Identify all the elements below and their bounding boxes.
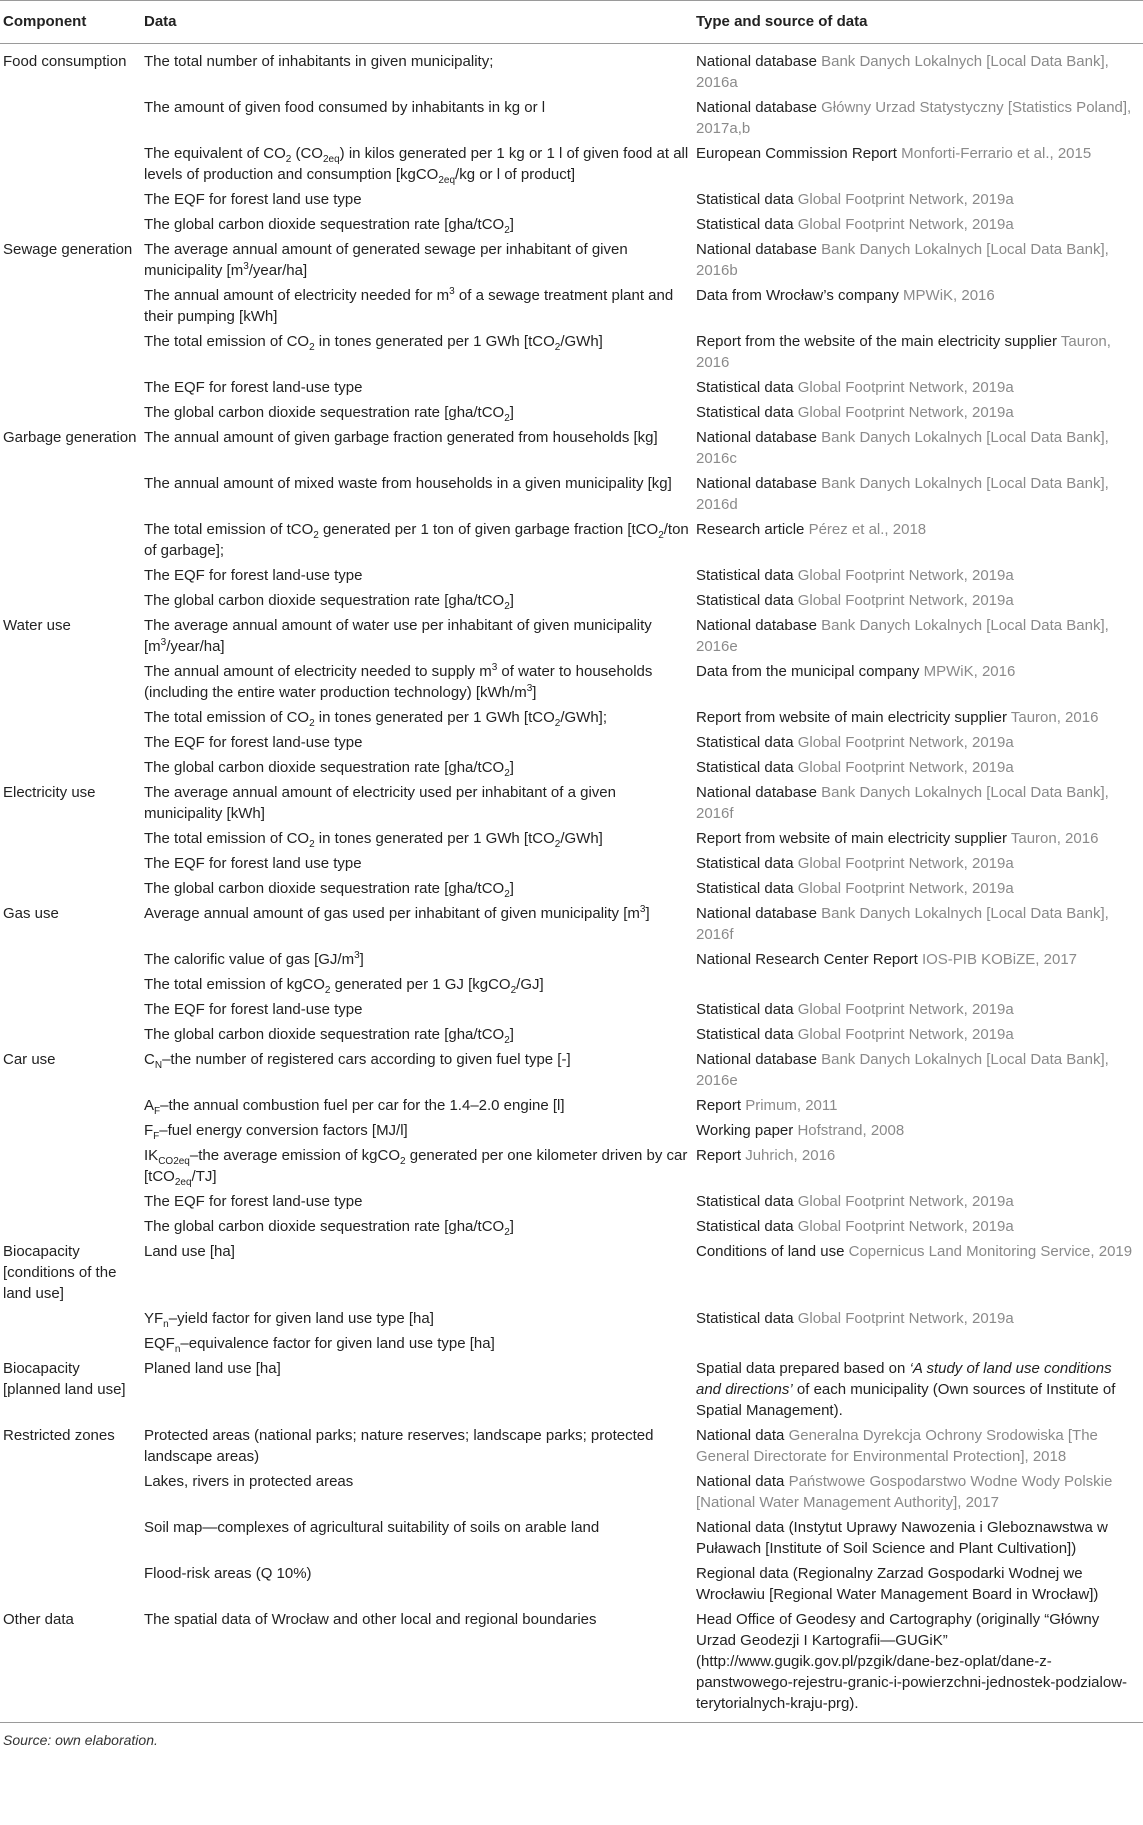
source-cell — [693, 1469, 1143, 1515]
data-cell: $F_F$–fuel energy conversion factors [MJ/l] — [144, 1122, 408, 1142]
data-cell: The total emission of $CO_2$ in tones generated per 1 GWh [tCO$_2$/GWh] — [144, 333, 603, 353]
table-row — [0, 826, 1143, 851]
source-type: National Research Center Report — [696, 951, 918, 968]
table-row — [0, 1239, 1143, 1306]
source-cell — [693, 471, 1143, 517]
component-cell: Other data — [0, 1607, 141, 1723]
data-cell: The total emission of tCO$_2$ generated per 1 ton of given garbage fraction [tCO$_2$/ton of garbage]; — [144, 521, 689, 559]
header-component: Component — [0, 1, 141, 44]
table-row — [0, 1306, 1143, 1331]
source-reference: Tauron, 2016 — [696, 333, 1111, 371]
source-cell — [693, 1306, 1143, 1331]
source-cell — [693, 1607, 1143, 1723]
table-row — [0, 1118, 1143, 1143]
source-cell — [693, 755, 1143, 780]
source-type: Statistical data — [696, 880, 794, 897]
source-reference: Global Footprint Network, 2019a — [797, 1001, 1014, 1018]
source-reference: Global Footprint Network, 2019a — [797, 1310, 1014, 1327]
data-cell: $A_F$–the annual combustion fuel per car for the 1.4–2.0 engine [l] — [144, 1097, 565, 1117]
source-reference: IOS-PIB KOBiZE, 2017 — [921, 951, 1078, 968]
component-cell — [0, 1214, 141, 1239]
table-row — [0, 705, 1143, 730]
source-type: Data from Wrocław’s company — [696, 287, 899, 304]
source-type: National database — [696, 1051, 817, 1068]
source-note: Source: own elaboration. — [3, 1732, 158, 1748]
component-cell — [0, 141, 141, 187]
data-cell: The global carbon dioxide sequestration rate [gha/tCO$_2$] — [144, 1026, 514, 1046]
source-type: Working paper — [696, 1122, 794, 1139]
table-row — [0, 95, 1143, 141]
source-type: Data from the municipal company — [696, 663, 920, 680]
table-row — [0, 44, 1143, 96]
source-type: Statistical data — [696, 592, 794, 609]
source-type: National data — [696, 1427, 785, 1444]
table-row — [0, 851, 1143, 876]
component-cell — [0, 375, 141, 400]
source-cell — [693, 1093, 1143, 1118]
source-type: Research article — [696, 521, 805, 538]
source-cell — [693, 95, 1143, 141]
table-row — [0, 187, 1143, 212]
source-cell — [693, 1515, 1143, 1561]
source-type: Statistical data — [696, 734, 794, 751]
data-cell: The global carbon dioxide sequestration rate [gha/tCO$_2$] — [144, 592, 514, 612]
data-cell: The average annual amount of generated sewage per inhabitant of given municipality $[m^3/year/ha]$ — [144, 241, 628, 279]
table-row — [0, 1143, 1143, 1189]
source-cell — [693, 1022, 1143, 1047]
source-cell — [693, 659, 1143, 705]
component-cell — [0, 705, 141, 730]
source-cell — [693, 730, 1143, 755]
source-reference: Bank Danych Lokalnych [Local Data Bank], 2016f — [696, 905, 1109, 943]
source-cell — [693, 826, 1143, 851]
source-type: Report from website of main electricity supplier — [696, 709, 1007, 726]
data-cell: Protected areas (national parks; nature reserves; landscape parks; protected landscape areas) — [144, 1427, 654, 1465]
data-cell: $YF_n$–yield factor for given land use type [ha] — [144, 1310, 434, 1330]
component-cell — [0, 1469, 141, 1515]
source-reference: Bank Danych Lokalnych [Local Data Bank], 2016b — [696, 241, 1109, 279]
data-cell: $IK_{CO2eq}$–the average emission of kgCO$_2$ generated per one kilometer driven by car [tCO$_{2eq}$/TJ] — [144, 1147, 688, 1188]
table-row — [0, 997, 1143, 1022]
source-reference: Global Footprint Network, 2019a — [797, 880, 1014, 897]
source-type: Head Office of Geodesy and Cartography (originally “Główny Urzad Geodezji I Kartografii—GUGiK” (http://www.gugik.gov.pl/pzgik/dane-bez-oplat/dane-z-panstwowego-rejestru-granic-i-powierzchni-jednostek-podzialow-terytorialnych-kraju-prg). — [696, 1611, 1128, 1712]
table-row — [0, 1561, 1143, 1607]
table-row — [0, 1331, 1143, 1356]
source-type: Spatial data prepared based on ‘A study of land use conditions and directions’ of each municipality (Own sources of Institute of Spatial Management). — [696, 1360, 1116, 1419]
data-cell: The global carbon dioxide sequestration rate [gha/tCO$_2$] — [144, 1218, 514, 1238]
source-cell — [693, 375, 1143, 400]
source-cell — [693, 1143, 1143, 1189]
source-reference: Global Footprint Network, 2019a — [797, 1218, 1014, 1235]
source-reference: Tauron, 2016 — [1010, 830, 1099, 847]
data-cell: Flood-risk areas (Q 10%) — [144, 1565, 312, 1582]
component-cell: Restricted zones — [3, 1427, 115, 1444]
data-cell: The EQF for forest land use type — [144, 191, 362, 208]
source-type: Regional data (Regionalny Zarzad Gospodarki Wodnej we Wrocławiu [Regional Water Management Board in Wrocław]) — [696, 1565, 1099, 1603]
source-reference: Global Footprint Network, 2019a — [797, 734, 1014, 751]
source-reference: Global Footprint Network, 2019a — [797, 1193, 1014, 1210]
table-row — [0, 1607, 1143, 1723]
source-cell — [693, 901, 1143, 947]
component-cell: Biocapacity [planned land use] — [3, 1360, 126, 1398]
component-cell — [0, 1331, 141, 1356]
component-cell — [0, 997, 141, 1022]
source-cell — [693, 1189, 1143, 1214]
table-row — [0, 375, 1143, 400]
table-row — [0, 283, 1143, 329]
data-cell: The amount of given food consumed by inhabitants in kg or l — [144, 99, 546, 116]
source-reference: Generalna Dyrekcja Ochrony Srodowiska [The General Directorate for Environmental Protection], 2018 — [696, 1427, 1098, 1465]
component-cell — [0, 95, 141, 141]
source-reference: Global Footprint Network, 2019a — [797, 404, 1014, 421]
component-cell: Garbage generation — [3, 429, 137, 446]
source-cell — [693, 237, 1143, 283]
source-reference: Primum, 2011 — [745, 1097, 838, 1114]
source-type: National database — [696, 617, 817, 634]
source-type: Statistical data — [696, 191, 794, 208]
data-cell: The EQF for forest land-use type — [144, 567, 363, 584]
source-type: Statistical data — [696, 567, 794, 584]
source-type: National database — [696, 905, 817, 922]
source-cell — [693, 283, 1143, 329]
component-cell: Food consumption — [3, 53, 127, 70]
component-cell — [0, 1118, 141, 1143]
component-cell — [0, 517, 141, 563]
table-row — [0, 876, 1143, 901]
component-cell — [0, 851, 141, 876]
source-cell — [693, 1423, 1143, 1469]
component-cell — [0, 826, 141, 851]
table-row — [0, 1356, 1143, 1423]
source-cell — [693, 1047, 1143, 1093]
component-cell — [0, 1306, 141, 1331]
source-type: National database — [696, 99, 817, 116]
table-row — [0, 659, 1143, 705]
component-cell — [0, 876, 141, 901]
component-cell: Electricity use — [3, 784, 96, 801]
data-cell: The EQF for forest land-use type — [144, 379, 363, 396]
data-cell: Lakes, rivers in protected areas — [144, 1473, 354, 1490]
source-type: Statistical data — [696, 1026, 794, 1043]
source-type: Statistical data — [696, 759, 794, 776]
source-reference: Copernicus Land Monitoring Service, 2019 — [848, 1243, 1133, 1260]
component-cell — [0, 1189, 141, 1214]
source-reference: Bank Danych Lokalnych [Local Data Bank], 2016e — [696, 617, 1109, 655]
source-reference: MPWiK, 2016 — [903, 287, 995, 304]
source-reference: Bank Danych Lokalnych [Local Data Bank], 2016d — [696, 475, 1109, 513]
source-type: National data — [696, 1473, 785, 1490]
source-reference: Global Footprint Network, 2019a — [797, 759, 1014, 776]
table-row — [0, 1515, 1143, 1561]
table-row — [0, 1047, 1143, 1093]
source-reference: Główny Urzad Statystyczny [Statistics Poland], 2017a,b — [696, 99, 1132, 137]
source-reference: Monforti-Ferrario et al., 2015 — [901, 145, 1092, 162]
source-reference: Tauron, 2016 — [1010, 709, 1099, 726]
table-row — [0, 613, 1143, 659]
source-cell — [693, 947, 1143, 972]
source-reference: Juhrich, 2016 — [745, 1147, 836, 1164]
data-cell: The calorific value of gas $[GJ/m^3]$ — [144, 950, 364, 968]
source-type: Conditions of land use — [696, 1243, 845, 1260]
table-row — [0, 400, 1143, 425]
source-cell — [693, 705, 1143, 730]
data-cell: $EQF_n$–equivalence factor for given land use type [ha] — [144, 1335, 495, 1355]
source-type: Statistical data — [696, 855, 794, 872]
source-type: Report from website of main electricity supplier — [696, 830, 1007, 847]
source-reference: Global Footprint Network, 2019a — [797, 855, 1014, 872]
source-type: Statistical data — [696, 216, 794, 233]
source-cell — [693, 44, 1143, 96]
component-cell — [0, 1143, 141, 1189]
source-cell — [693, 1331, 1143, 1356]
table-row — [0, 1214, 1143, 1239]
data-cell: The global carbon dioxide sequestration rate [gha/tCO$_2$] — [144, 404, 514, 424]
data-cell: The total number of inhabitants in given municipality; — [144, 53, 494, 70]
source-cell — [693, 400, 1143, 425]
source-type: Report from the website of the main electricity supplier — [696, 333, 1057, 350]
data-cell: The global carbon dioxide sequestration rate [gha/tCO$_2$] — [144, 880, 514, 900]
source-cell — [693, 329, 1143, 375]
data-cell: The average annual amount of electricity used per inhabitant of a given municipality [kWh] — [144, 784, 616, 822]
source-cell — [693, 1561, 1143, 1607]
component-cell — [0, 659, 141, 705]
component-cell: Water use — [3, 617, 71, 634]
source-cell — [693, 1356, 1143, 1423]
source-cell — [693, 876, 1143, 901]
component-cell — [0, 972, 141, 997]
table-row — [0, 780, 1143, 826]
source-cell — [693, 997, 1143, 1022]
source-type: National database — [696, 475, 817, 492]
source-reference: Pérez et al., 2018 — [808, 521, 927, 538]
component-cell — [0, 1515, 141, 1561]
data-cell: $C_N$–the number of registered cars according to given fuel type [-] — [144, 1051, 571, 1071]
data-cell: The total emission of kgCO$_2$ generated per 1 GJ [kgCO$_2$/GJ] — [144, 976, 544, 996]
source-reference: Bank Danych Lokalnych [Local Data Bank], 2016e — [696, 1051, 1109, 1089]
table-row — [0, 237, 1143, 283]
component-cell — [0, 471, 141, 517]
source-reference: Hofstrand, 2008 — [797, 1122, 905, 1139]
source-type: Statistical data — [696, 404, 794, 421]
source-cell — [693, 1214, 1143, 1239]
component-cell — [0, 400, 141, 425]
source-type: National data (Instytut Uprawy Nawozenia i Gleboznawstwa w Puławach [Institute of Soil Science and Plant Cultivation]) — [696, 1519, 1108, 1557]
source-reference: Bank Danych Lokalnych [Local Data Bank], 2016f — [696, 784, 1109, 822]
table-row — [0, 947, 1143, 972]
source-type: National database — [696, 784, 817, 801]
source-reference: Global Footprint Network, 2019a — [797, 191, 1014, 208]
table-row — [0, 972, 1143, 997]
header-row — [0, 1, 1143, 44]
table-row — [0, 517, 1143, 563]
source-cell — [693, 613, 1143, 659]
data-cell: Land use [ha] — [144, 1243, 235, 1260]
table-body — [0, 44, 1143, 1723]
source-reference: Global Footprint Network, 2019a — [797, 592, 1014, 609]
component-cell — [0, 947, 141, 972]
component-cell: Gas use — [3, 905, 59, 922]
data-cell: The global carbon dioxide sequestration rate [gha/tCO$_2$] — [144, 759, 514, 779]
data-cell: The spatial data of Wrocław and other local and regional boundaries — [141, 1607, 693, 1723]
source-type: National database — [696, 429, 817, 446]
source-type: Statistical data — [696, 379, 794, 396]
table-row — [0, 588, 1143, 613]
component-cell — [0, 1022, 141, 1047]
source-type: National database — [696, 241, 817, 258]
header-data: Data — [141, 1, 693, 44]
table-row — [0, 563, 1143, 588]
source-type: Statistical data — [696, 1193, 794, 1210]
source-cell — [693, 517, 1143, 563]
component-cell: Biocapacity [conditions of the land use] — [3, 1243, 117, 1302]
data-cell: The annual amount of electricity needed for $m^3$ of a sewage treatment plant and their pumping [kWh] — [144, 286, 674, 325]
component-cell — [0, 563, 141, 588]
table-row — [0, 1189, 1143, 1214]
component-cell — [0, 730, 141, 755]
source-cell — [693, 563, 1143, 588]
data-cell: The equivalent of $CO_2$ $(CO_{2eq})$ in kilos generated per 1 kg or 1 l of given food at all levels of production and consumption [kgCO$_{2eq}$/kg or l of product] — [144, 145, 689, 186]
source-cell — [693, 212, 1143, 237]
data-cell: Soil map—complexes of agricultural suitability of soils on arable land — [144, 1519, 600, 1536]
table-row — [0, 901, 1143, 947]
component-cell — [0, 755, 141, 780]
source-cell — [693, 851, 1143, 876]
source-type: Statistical data — [696, 1310, 794, 1327]
component-cell — [0, 329, 141, 375]
table-row — [0, 329, 1143, 375]
data-cell: The annual amount of mixed waste from households in a given municipality [kg] — [144, 475, 672, 492]
source-type: Report — [696, 1097, 742, 1114]
data-cell: The EQF for forest land-use type — [144, 1001, 363, 1018]
source-cell — [693, 972, 1143, 997]
source-type: European Commission Report — [696, 145, 897, 162]
source-cell — [693, 141, 1143, 187]
source-reference: Państwowe Gospodarstwo Wodne Wody Polskie [National Water Management Authority], 2017 — [696, 1473, 1113, 1511]
table-row — [0, 471, 1143, 517]
data-cell: The annual amount of given garbage fraction generated from households [kg] — [144, 429, 658, 446]
source-type: Statistical data — [696, 1218, 794, 1235]
component-cell: Sewage generation — [3, 241, 133, 258]
source-cell — [693, 588, 1143, 613]
source-reference: Bank Danych Lokalnych [Local Data Bank], 2016c — [696, 429, 1109, 467]
table-row — [0, 730, 1143, 755]
data-cell: Planed land use [ha] — [144, 1360, 281, 1377]
data-cell: The EQF for forest land-use type — [144, 734, 363, 751]
data-cell: The average annual amount of water use per inhabitant of given municipality $[m^3/year/ha]$ — [144, 617, 652, 655]
data-cell: Average annual amount of gas used per inhabitant of given municipality $[m^3]$ — [144, 904, 650, 922]
source-type: National database — [696, 53, 817, 70]
data-cell: The EQF for forest land use type — [144, 855, 362, 872]
data-cell: The global carbon dioxide sequestration rate [gha/tCO$_2$] — [144, 216, 514, 236]
table-row — [0, 755, 1143, 780]
data-cell: The total emission of $CO_2$ in tones generated per 1 GWh [tCO$_2$/GWh]; — [144, 709, 607, 729]
table-row — [0, 141, 1143, 187]
table-row — [0, 1423, 1143, 1469]
table-row — [0, 1469, 1143, 1515]
data-cell: The EQF for forest land-use type — [144, 1193, 363, 1210]
component-cell — [0, 588, 141, 613]
table-row — [0, 1022, 1143, 1047]
component-cell: Car use — [3, 1051, 56, 1068]
data-cell: The total emission of $CO_2$ in tones generated per 1 GWh [tCO$_2$/GWh] — [144, 830, 603, 850]
source-type: Statistical data — [696, 1001, 794, 1018]
source-cell — [693, 187, 1143, 212]
source-reference: MPWiK, 2016 — [923, 663, 1016, 680]
data-cell: The annual amount of electricity needed to supply $m^3$ of water to households (including the entire water production technology) $[kWh/m^3]$ — [144, 662, 653, 701]
component-cell — [0, 283, 141, 329]
source-reference: Bank Danych Lokalnych [Local Data Bank], 2016a — [696, 53, 1109, 91]
table-row — [0, 212, 1143, 237]
source-cell — [693, 425, 1143, 471]
source-type: Report — [696, 1147, 742, 1164]
source-reference: Global Footprint Network, 2019a — [797, 379, 1014, 396]
component-cell — [0, 212, 141, 237]
source-cell — [693, 780, 1143, 826]
component-cell — [0, 1561, 141, 1607]
table-row — [0, 425, 1143, 471]
source-reference: Global Footprint Network, 2019a — [797, 216, 1014, 233]
source-cell — [693, 1118, 1143, 1143]
source-reference: Global Footprint Network, 2019a — [797, 1026, 1014, 1043]
component-cell — [0, 187, 141, 212]
component-cell — [0, 1093, 141, 1118]
header-type-source: Type and source of data — [693, 1, 1143, 44]
table-row — [0, 1093, 1143, 1118]
source-reference: Global Footprint Network, 2019a — [797, 567, 1014, 584]
source-cell — [693, 1239, 1143, 1306]
